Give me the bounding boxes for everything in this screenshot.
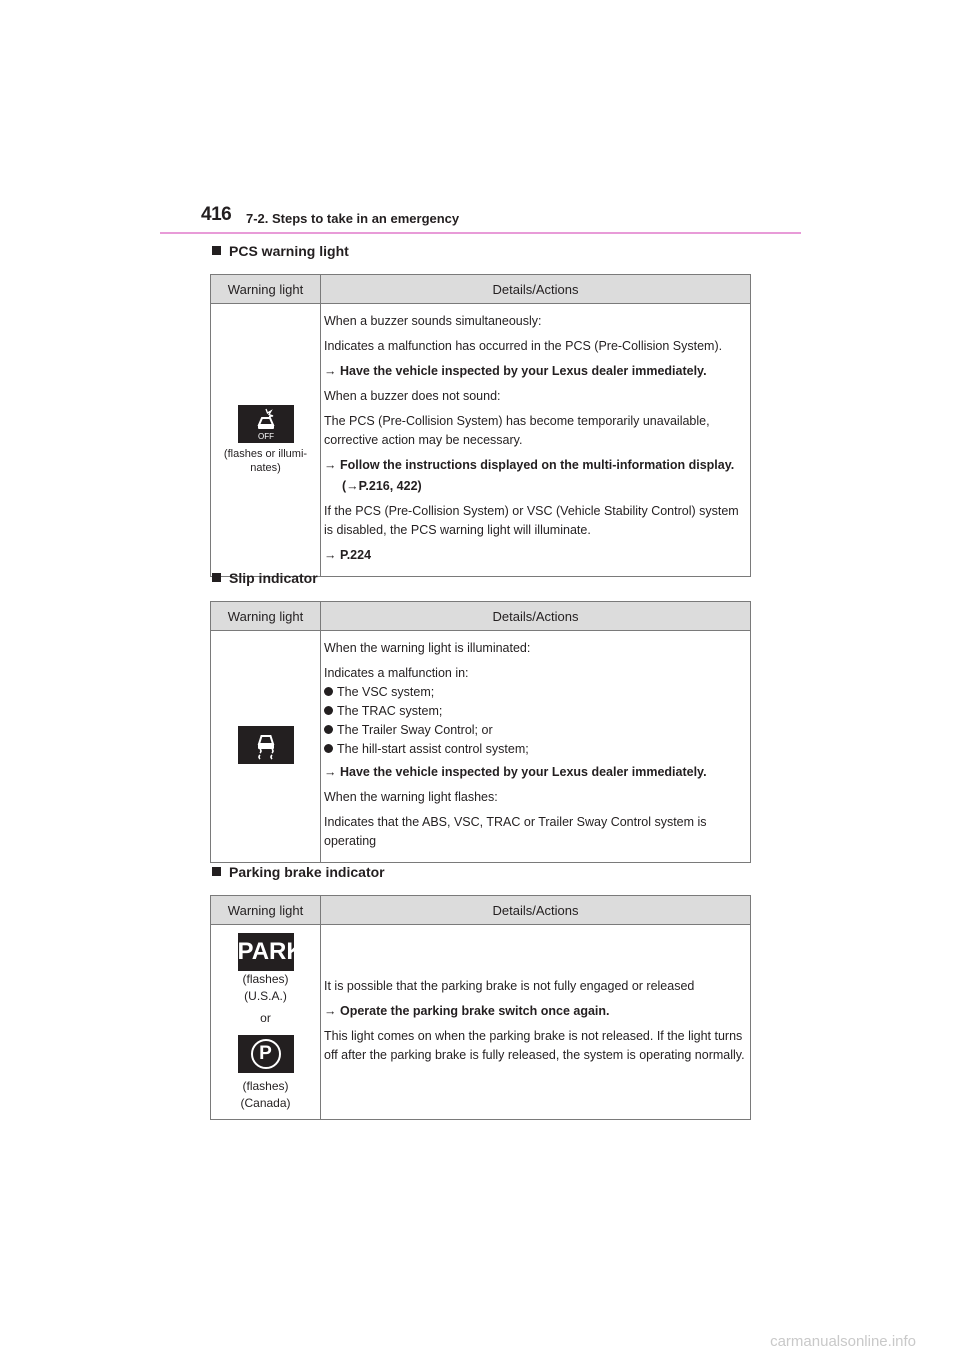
slip-details-cell: When the warning light is illuminated: Indicates a malfunction in: The VSC system; The TRAC system; The Trailer Sway Control; or The hill-start assist control system; → Have the vehicle inspected by your Lexus dealer immediately. When the warning light flashes: Indicates that the ABS, VSC, TRAC or Trailer Sway Control system is operating [321, 631, 751, 863]
park-icon: PARK [238, 933, 294, 971]
slip-indicator-icon [238, 726, 294, 764]
page-header [0, 0, 960, 240]
list-item: The Trailer Sway Control; or [324, 721, 747, 740]
page-number: 416 [201, 204, 232, 225]
column-header-light: Warning light [211, 602, 321, 631]
parking-brake-p-icon: P [238, 1035, 294, 1073]
column-header-light: Warning light [211, 896, 321, 925]
bullet-icon [324, 706, 333, 715]
pcs-off-icon [238, 405, 294, 443]
slip-malfunction-list [324, 683, 747, 759]
slip-table [210, 601, 751, 863]
list-item: The TRAC system; [324, 702, 747, 721]
parking-light-cell: PARK (flashes) (U.S.A.) or P (flashes) (Canada) [211, 925, 321, 1120]
pcs-light-cell: OFF (flashes or illumi- nates) [211, 304, 321, 577]
pcs-table [210, 274, 751, 577]
watermark: carmanualsonline.info [770, 1333, 916, 1350]
svg-text:OFF: OFF [257, 432, 274, 441]
column-header-details: Details/Actions [321, 896, 751, 925]
parking-details-cell: It is possible that the parking brake is not fully engaged or released → Operate the parking brake switch once again. This light comes on when the parking brake is not released. If the light turns off after the parking brake is fully released, the system is operating normally. [321, 925, 751, 1120]
bullet-icon [324, 744, 333, 753]
pcs-details-cell: When a buzzer sounds simultaneously: Indicates a malfunction has occurred in the PCS (Pre-Collision System). → Have the vehicle inspected by your Lexus dealer immediately. When a buzzer does not sound: The PCS (Pre-Collision System) has become temporarily unavailable, corrective action may be necessary. → Follow the instructions displayed on the multi-information display. (→P.216, 422) If the PCS (Pre-Collision System) or VSC (Vehicle Stability Control) system is disabled, the PCS warning light will illuminate. → P.224 [321, 304, 751, 577]
pcs-heading: PCS warning light [212, 243, 349, 259]
square-bullet-icon [212, 246, 221, 255]
bullet-icon [324, 725, 333, 734]
list-item: The VSC system; [324, 683, 747, 702]
column-header-details: Details/Actions [321, 602, 751, 631]
slip-light-cell [211, 631, 321, 863]
header-divider [160, 232, 801, 234]
square-bullet-icon [212, 867, 221, 876]
column-header-details: Details/Actions [321, 275, 751, 304]
list-item: The hill-start assist control system; [324, 740, 747, 759]
slip-heading: Slip indicator [212, 570, 318, 586]
section-title: 7-2. Steps to take in an emergency [246, 211, 460, 226]
bullet-icon [324, 687, 333, 696]
parking-heading: Parking brake indicator [212, 864, 385, 880]
column-header-light: Warning light [211, 275, 321, 304]
square-bullet-icon [212, 573, 221, 582]
parking-table [210, 895, 751, 1120]
